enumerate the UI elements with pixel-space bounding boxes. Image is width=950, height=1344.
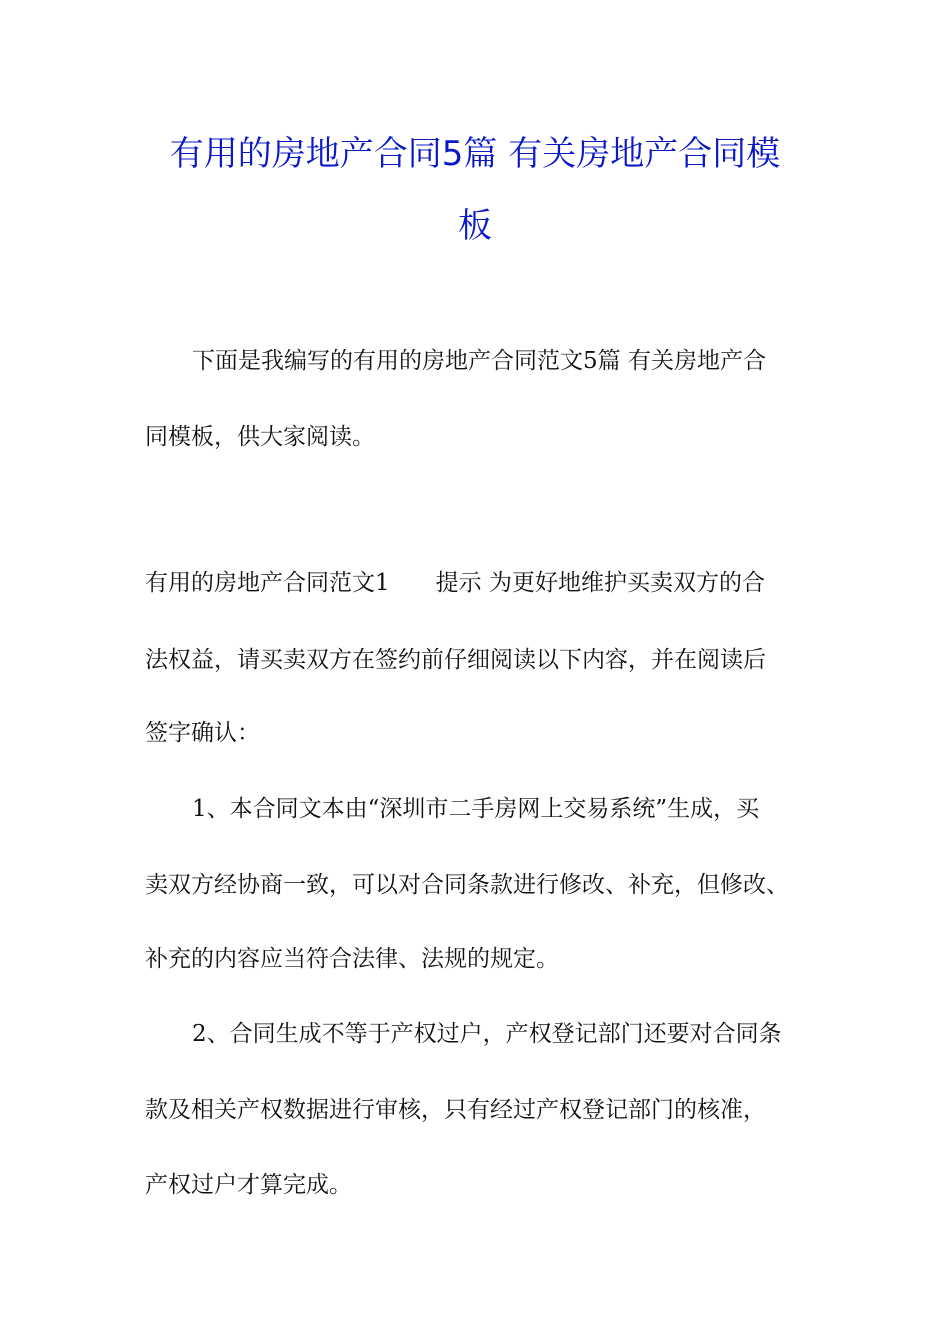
document-title-line-1: 有用的房地产合同5篇 有关房地产合同模 [169, 134, 781, 174]
section1-paragraph-line-2: 法权益，请买卖双方在签约前仔细阅读以下内容，并在阅读后 [145, 647, 766, 673]
item2-line-2: 款及相关产权数据进行审核，只有经过产权登记部门的核准， [145, 1097, 766, 1123]
item1-line-2: 卖双方经协商一致，可以对合同条款进行修改、补充，但修改、 [145, 872, 789, 898]
section1-paragraph-line-3: 签字确认： [145, 720, 260, 746]
item2-line-1: 2、合同生成不等于产权过户，产权登记部门还要对合同条 [192, 1021, 782, 1047]
item1-line-1: 1、本合同文本由“深圳市二手房网上交易系统”生成，买 [192, 796, 760, 822]
document-title-line-2: 板 [458, 206, 492, 246]
section1-heading-line-1: 有用的房地产合同范文1 提示 为更好地维护买卖双方的合 [145, 570, 765, 596]
intro-paragraph-line-2: 同模板，供大家阅读。 [145, 424, 375, 450]
item2-line-3: 产权过户才算完成。 [145, 1172, 352, 1198]
intro-paragraph-line-1: 下面是我编写的有用的房地产合同范文5篇 有关房地产合 [192, 348, 766, 374]
item1-line-3: 补充的内容应当符合法律、法规的规定。 [145, 946, 559, 972]
